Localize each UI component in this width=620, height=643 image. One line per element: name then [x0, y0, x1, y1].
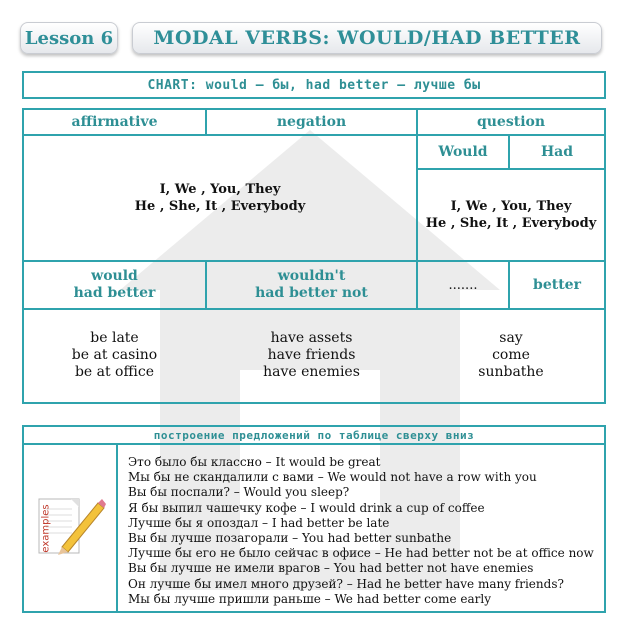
example-item: Лучше бы его не было сейчас в офисе – He had better not be at office now — [128, 546, 594, 561]
question-verb-2: come — [492, 347, 530, 363]
question-subjects-line-1: I, We , You, They — [450, 199, 572, 214]
example-item: Мы бы не скандалили с вами – We would not have a row with you — [128, 470, 537, 485]
affirmative-verbs — [22, 330, 207, 381]
question-subjects-line-2: He , She, It , Everybody — [425, 216, 597, 231]
question-dots: ....... — [448, 277, 478, 293]
header-negation — [205, 108, 418, 136]
example-item: Я бы выпил чашечку кофе – I would drink a cup of coffee — [128, 500, 485, 515]
subjects-line-2: He , She, It , Everybody — [134, 199, 306, 214]
construction-title-text: построение предложений по таблице сверху вниз — [153, 428, 475, 442]
affirmative-verb-3: be at office — [74, 364, 155, 380]
page-title — [132, 22, 602, 54]
example-item: Вы бы лучше позагорали – You had better sunbathe — [128, 531, 452, 546]
page-title-text: MODAL VERBS: WOULD/HAD BETTER — [153, 27, 581, 49]
question-had-label: Had — [540, 144, 574, 160]
header-question — [416, 108, 606, 136]
example-item: Лучше бы я опоздал – I had better be late — [128, 515, 390, 530]
subjects-cell — [22, 134, 418, 262]
question-dots-cell — [416, 260, 510, 310]
question-verb-3: sunbathe — [478, 364, 544, 380]
affirmative-modal-line-2: had better — [73, 285, 156, 301]
example-list — [128, 455, 594, 607]
negation-modal-line-2: had better not — [255, 285, 368, 301]
affirmative-modal-line-1: would — [91, 268, 138, 284]
examples-divider — [116, 445, 118, 611]
question-would-cell — [416, 134, 510, 170]
negation-modal-line-1: wouldn't — [277, 268, 346, 284]
header-affirmative — [22, 108, 207, 136]
example-item: Мы бы лучше пришли раньше – We had better come early — [128, 591, 492, 606]
negation-verb-3: have enemies — [263, 364, 360, 380]
chart-title-text: CHART: would – бы, had better – лучше бы — [147, 77, 481, 93]
negation-verbs — [205, 330, 418, 381]
question-verb-1: say — [499, 330, 523, 346]
header-question-label: question — [476, 114, 546, 130]
chart-title — [22, 71, 606, 99]
negation-verb-2: have friends — [267, 347, 356, 363]
example-item: Он лучше бы имел много друзей? – Had he better have many friends? — [128, 576, 564, 591]
negation-modal-cell — [205, 260, 418, 310]
lesson-badge — [20, 22, 118, 54]
question-subjects-cell — [416, 168, 606, 262]
example-item: Вы бы поспали? – Would you sleep? — [128, 485, 350, 500]
question-better-label: better — [533, 276, 581, 293]
subjects-line-1: I, We , You, They — [159, 182, 281, 197]
affirmative-verb-1: be late — [90, 330, 139, 346]
examples-box — [22, 443, 606, 613]
header-affirmative-label: affirmative — [71, 114, 158, 130]
examples-label-wrap — [36, 503, 56, 553]
question-would-label: Would — [438, 144, 488, 160]
question-better-cell — [508, 260, 606, 310]
lesson-label: Lesson 6 — [24, 27, 114, 49]
example-item: Вы бы лучше не имели врагов – You had better not have enemies — [128, 561, 534, 576]
construction-title — [22, 425, 606, 445]
negation-verb-1: have assets — [270, 330, 353, 346]
examples-label: examples — [40, 503, 52, 553]
question-verbs — [416, 330, 606, 381]
header-negation-label: negation — [276, 114, 347, 130]
affirmative-verb-2: be at casino — [71, 347, 158, 363]
question-had-cell — [508, 134, 606, 170]
example-item: Это было бы классно – It would be great — [128, 455, 381, 469]
affirmative-modal-cell — [22, 260, 207, 310]
